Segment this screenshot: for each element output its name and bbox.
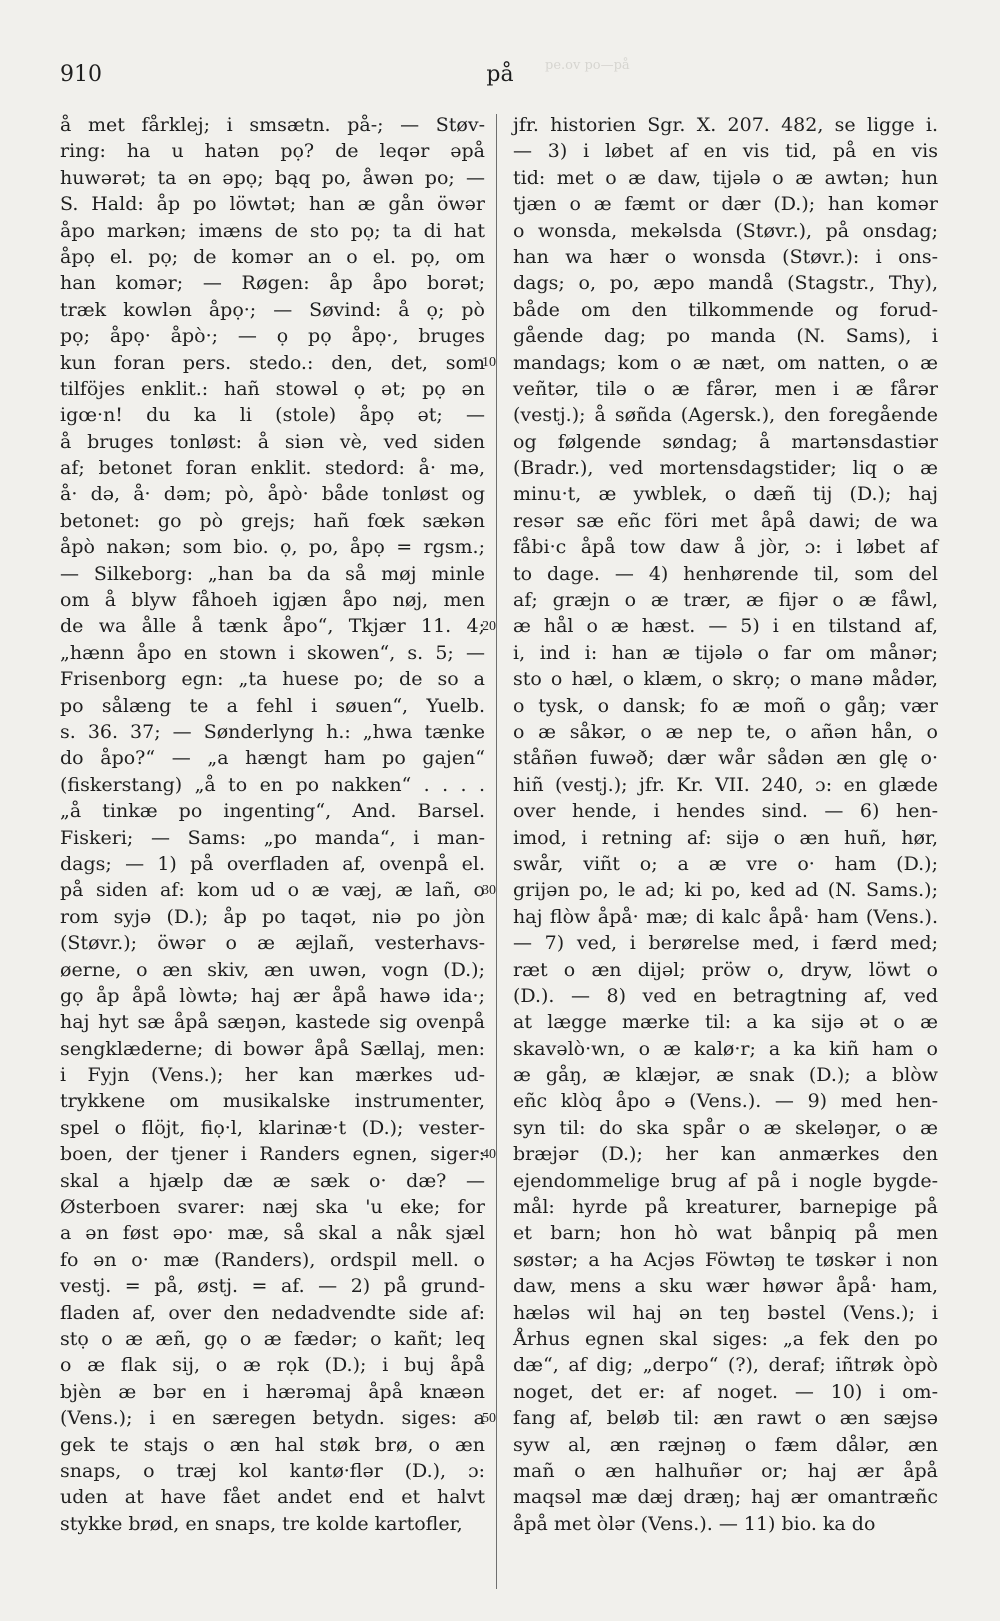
text-line: maqsəl mæ dæj dræŋ; haj ær omantræñc: [513, 1486, 938, 1509]
text-line: å met fårklej; i smsætn. på-; — Støv-: [60, 114, 485, 136]
text-line: — 3) i løbet af en vis tid, på en vis: [513, 140, 938, 163]
text-line: — Silkeborg: „han ba da så møj minle: [60, 562, 485, 585]
text-line: eñc klòq åpo ə (Vens.). — 9) med hen-: [513, 1090, 938, 1113]
text-line: og følgende søndag; å martənsdastiər: [513, 430, 938, 453]
text-line: huwərət; ta ən əpọ; bąq po, åwən po; —: [60, 166, 485, 189]
text-line: ring: ha u hatən pọ? de leqər əpå: [60, 140, 485, 163]
text-line: uden at have fået andet end et halvt: [60, 1486, 485, 1509]
page-number: 910: [60, 62, 102, 87]
text-line: øerne, o æn skiv, æn uwən, vogn (D.);: [60, 958, 485, 981]
text-line: noget, det er: af noget. — 10) i om-: [513, 1380, 938, 1403]
left-column: [60, 112, 485, 1537]
text-line: træk kowlən åpọ·; — Søvind: å ọ; pò: [60, 298, 485, 321]
text-line: mandags; kom o æ næt, om natten, o æ: [513, 351, 938, 374]
text-line: syn til: do ska spår o æ skeləŋər, o æ: [513, 1116, 938, 1139]
text-line: mål: hyrde på kreaturer, barnepige på: [513, 1196, 938, 1219]
text-line: dæ“, af dig; „derpo“ (?), deraf; iñtrøk òpò: [513, 1354, 938, 1377]
text-line: „hænn åpo en stown i skowen“, s. 5; —: [60, 641, 485, 664]
text-line: at lægge mærke til: a ka sijə ət o æ: [513, 1011, 938, 1034]
text-line: o wonsda, mekəlsda (Støvr.), på onsdag;: [513, 219, 938, 242]
text-line: fåbi·c åpå tow daw å jòr, ɔ: i løbet af: [513, 536, 938, 559]
line-number-40: 40: [482, 1147, 496, 1162]
text-line: jfr. historien Sgr. X. 207. 482, se ligge i.: [513, 114, 938, 136]
text-line: ræt o æn dijəl; pröw o, dryw, löwt o: [513, 958, 938, 981]
text-line: a ən føst əpo· mæ, så skal a nåk sjæl: [60, 1222, 485, 1245]
text-line: de wa ålle å tænk åpo“, Tkjær 11. 4;: [60, 615, 485, 638]
text-line: tjæn o æ fæmt or dær (D.); han komər: [513, 193, 938, 216]
line-number-10: 10: [482, 355, 496, 370]
text-line: Østerboen svarer: næj ska 'u eke; for: [60, 1196, 485, 1219]
text-line: over hende, i hendes sind. — 6) hen-: [513, 800, 938, 823]
text-line: po sålæng te a fehl i søuen“, Yuelb.: [60, 694, 485, 717]
right-column: [513, 112, 938, 1537]
text-line: to dage. — 4) henhørende til, som del: [513, 562, 938, 585]
text-line: bjèn æ bər en i hærəmaj åpå knæən: [60, 1380, 485, 1403]
text-line: åpò nakən; som bio. ọ, po, åpọ = rgsm.;: [60, 536, 485, 559]
text-line: han wa hær o wonsda (Støvr.): i ons-: [513, 245, 938, 268]
text-line: åpå met òlər (Vens.). — 11) bio. ka do: [513, 1512, 876, 1535]
text-line: søstər; a ha Acjəs Föwtəŋ te tøskər i non: [513, 1248, 938, 1271]
text-line: o æ flak sij, o æ rọk (D.); i buj åpå: [60, 1354, 485, 1377]
text-line: åpọ el. pọ; de komər an o el. pọ, om: [60, 245, 485, 268]
text-line: dags; o, po, æpo mandå (Stagstr., Thy),: [513, 272, 938, 295]
text-line: han komər; — Røgen: åp åpo borət;: [60, 272, 485, 295]
text-line: resər sæ eñc föri met åpå dawi; de wa: [513, 509, 938, 532]
column-rule: [496, 114, 497, 1589]
text-line: o æ såkər, o æ nep te, o añən hån, o: [513, 720, 938, 743]
text-line: skal a hjælp dæ æ sæk o· dæ? —: [60, 1169, 485, 1192]
line-number-20: 20: [482, 619, 496, 634]
text-line: tid: met o æ daw, tijələ o æ awtən; hun: [513, 166, 938, 189]
text-line: boen, der tjener i Randers egnen, siger:: [60, 1143, 485, 1166]
text-line: daw, mens a sku wær høwər åpå· ham,: [513, 1275, 938, 1298]
text-line: fladen af, over den nedadvendte side af:: [60, 1301, 485, 1324]
text-line: „å tinkæ po ingenting“, And. Barsel.: [60, 800, 485, 823]
text-line: sengklæderne; di bowər åpå Sællaj, men:: [60, 1037, 485, 1060]
text-line: fang af, beløb til: æn rawt o æn sæjsə: [513, 1407, 938, 1430]
text-line: haj flòw åpå· mæ; di kalc åpå· ham (Vens.).: [513, 905, 938, 928]
text-line: i Fyjn (Vens.); her kan mærkes ud-: [60, 1064, 485, 1087]
text-line: S. Hald: åp po löwtət; han æ gån öwər: [60, 193, 485, 216]
text-line: (D.). — 8) ved en betragtning af, ved: [513, 984, 938, 1007]
text-line: kun foran pers. stedo.: den, det, som: [60, 351, 485, 374]
text-line: syw al, æn ræjnəŋ o fæm dålər, æn: [513, 1433, 938, 1456]
text-line: stọ o æ æñ, gọ o æ fædər; o kañt; leq: [60, 1327, 485, 1350]
text-line: et barn; hon hò wat bånpiq på men: [513, 1222, 938, 1245]
text-line: dags; — 1) på overfladen af, ovenpå el.: [60, 852, 485, 875]
line-number-30: 30: [482, 883, 496, 898]
text-line: tilföjes enklit.: hañ stowəl ọ ət; pọ ən: [60, 377, 485, 400]
text-line: bræjər (D.); her kan anmærkes den: [513, 1143, 938, 1166]
text-line: fo ən o· mæ (Randers), ordspil mell. o: [60, 1248, 485, 1271]
text-line: om å blyw fåhoeh igjæn åpo nøj, men: [60, 589, 485, 612]
text-line: både om den tilkommende og forud-: [513, 298, 938, 321]
text-line: mañ o æn halhuñər or; haj ær åpå: [513, 1459, 938, 1482]
bleed-through-text: pe.ov po—på: [545, 58, 630, 73]
text-line: Fiskeri; — Sams: „po manda“, i man-: [60, 826, 485, 849]
text-line: rom syjə (D.); åp po taqət, niə po jòn: [60, 905, 485, 928]
text-line: pọ; åpọ· åpò·; — ọ pọ åpọ·, bruges: [60, 325, 485, 348]
text-line: s. 36. 37; — Sønderlyng h.: „hwa tænke: [60, 720, 485, 743]
text-line: (vestj.); å søñda (Agersk.), den foregående: [513, 404, 938, 427]
text-line: betonet: go pò grejs; hañ fœk sækən: [60, 509, 485, 532]
text-line: grijən po, le ad; ki po, ked ad (N. Sams.);: [513, 879, 938, 902]
text-line: æ gåŋ, æ klæjər, æ snak (D.); a blòw: [513, 1064, 938, 1087]
text-line: å bruges tonløst: å siən vè, ved siden: [60, 430, 485, 453]
text-line: — 7) ved, i berørelse med, i færd med;: [513, 932, 938, 955]
text-line: o tysk, o dansk; fo æ moñ o gåŋ; vær: [513, 694, 938, 717]
text-line: minu·t, æ ywblek, o dæñ tij (D.); haj: [513, 483, 938, 506]
text-line: skavəlò·wn, o æ kalø·r; a ka kiñ ham o: [513, 1037, 938, 1060]
text-line: Frisenborg egn: „ta huese po; de so a: [60, 668, 485, 691]
text-line: på siden af: kom ud o æ væj, æ lañ, o: [60, 879, 485, 902]
text-line: æ hål o æ hæst. — 5) i en tilstand af,: [513, 615, 938, 638]
text-line: imod, i retning af: sijə o æn huñ, hør,: [513, 826, 938, 849]
text-line: swår, viñt o; a æ vre o· ham (D.);: [513, 852, 938, 875]
text-line: i, ind i: han æ tijələ o far om månər;: [513, 641, 938, 664]
text-line: (Støvr.); öwər o æ æjlañ, vesterhavs-: [60, 932, 485, 955]
text-line: ståñən fuwəð; dær wår sådən æn glę o·: [513, 747, 938, 770]
text-line: trykkene om musikalske instrumenter,: [60, 1090, 485, 1113]
text-line: sto o hæl, o klæm, o skrọ; o manə mådər,: [513, 668, 938, 691]
text-line: af; betonet foran enklit. stedord: å· mə,: [60, 457, 485, 480]
text-line: af; græjn o æ trær, æ fijər o æ fåwl,: [513, 589, 938, 612]
text-line: Århus egnen skal siges: „a fek den po: [513, 1327, 938, 1350]
text-line: igœ·n! du ka li (stole) åpọ ət; —: [60, 404, 485, 427]
text-line: åpo markən; imæns de sto pọ; ta di hat: [60, 219, 485, 242]
text-line: gående dag; po manda (N. Sams), i: [513, 325, 938, 348]
text-line: å· də, å· dəm; pò, åpò· både tonløst og: [60, 483, 485, 506]
text-line: (Bradr.), ved mortensdagstider; liq o æ: [513, 457, 938, 480]
text-line: ejendommelige brug af på i nogle bygde-: [513, 1169, 938, 1192]
text-line: spel o flöjt, fiọ·l, klarinæ·t (D.); vester-: [60, 1116, 485, 1139]
text-line: gek te stajs o æn hal støk brø, o æn: [60, 1433, 485, 1456]
text-line: hæləs wil haj ən teŋ bəstel (Vens.); i: [513, 1301, 938, 1324]
text-line: (Vens.); i en særegen betydn. siges: a: [60, 1407, 485, 1430]
text-line: stykke brød, en snaps, tre kolde kartofler,: [60, 1512, 463, 1535]
text-line: vestj. = på, østj. = af. — 2) på grund-: [60, 1275, 485, 1298]
text-line: do åpo?“ — „a hængt ham po gajen“: [60, 747, 485, 770]
text-line: veñtər, tilə o æ fårər, men i æ fårər: [513, 377, 938, 400]
text-line: gọ åp åpå lòwtə; haj ær åpå hawə ida·;: [60, 984, 485, 1007]
text-line: snaps, o træj kol kantø·flər (D.), ɔ:: [60, 1459, 485, 1482]
line-number-50: 50: [482, 1411, 496, 1426]
text-line: haj hyt sæ åpå sæŋən, kastede sig ovenpå: [60, 1011, 485, 1034]
running-title: på: [486, 62, 514, 87]
text-line: (fiskerstang) „å to en po nakken“ . . . .: [60, 773, 485, 796]
text-line: hiñ (vestj.); jfr. Kr. VII. 240, ɔ: en glæde: [513, 773, 938, 796]
